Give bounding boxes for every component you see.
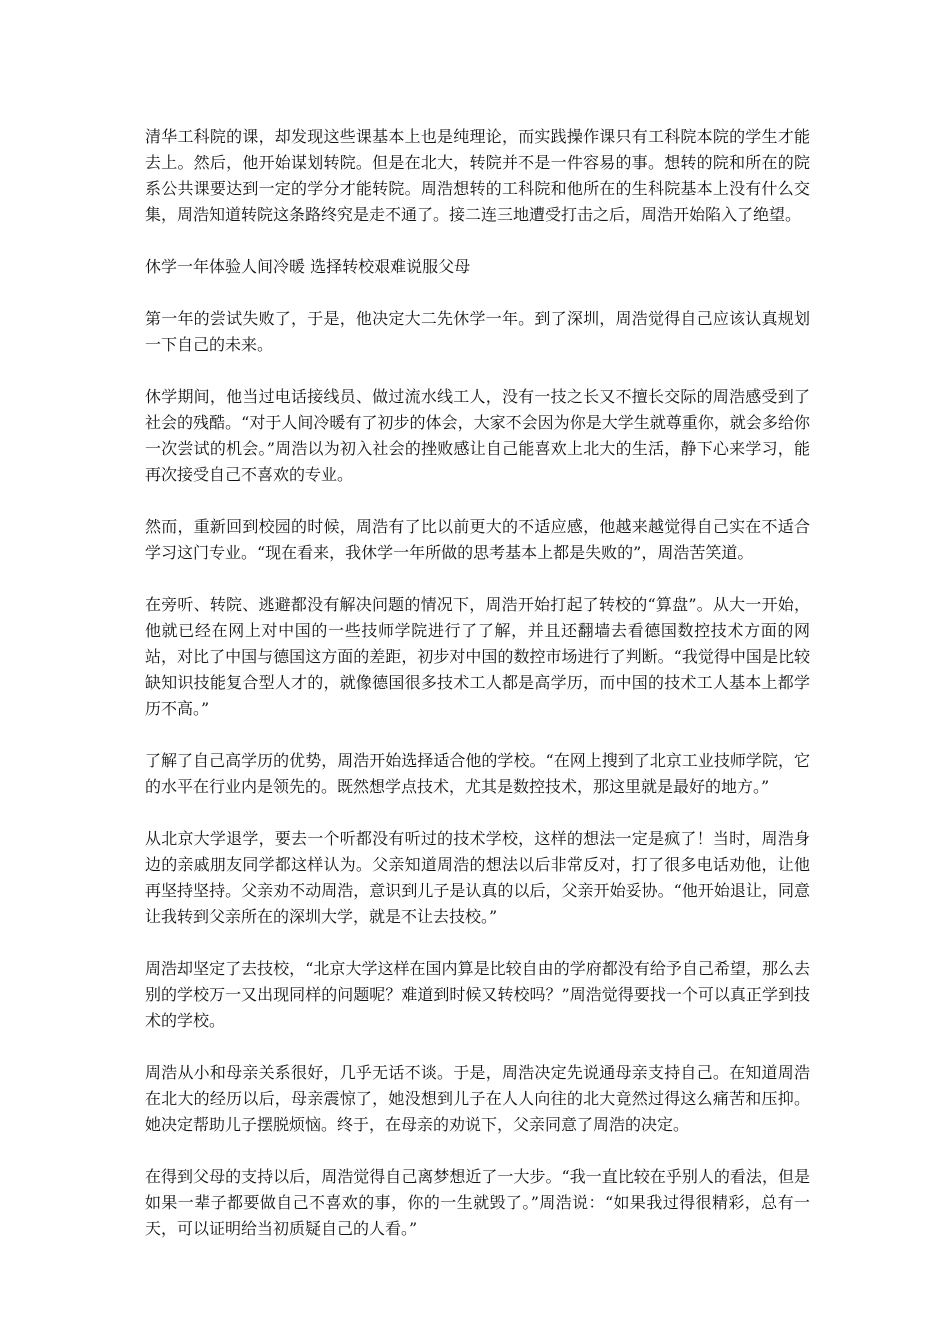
paragraph-family-opposition: 从北京大学退学，要去一个听都没有听过的技术学校，这样的想法一定是疯了！当时，周浩身边的亲戚朋友同学都这样认为。父亲知道周浩的想法以后非常反对，打了很多电话劝他，让他再坚持坚持。父亲劝不动周浩，意识到儿子是认真的以后，父亲开始妥协。“他开始退让，同意让我转到父亲所在的深圳大学，就是不让去技校。” (145, 829, 810, 926)
paragraph-transfer-plan: 在旁听、转院、逃避都没有解决问题的情况下，周浩开始打起了转校的“算盘”。从大一开始，他就已经在网上对中国的一些技师学院进行了了解，并且还翻墙去看德国数控技术方面的网站，对比了中国与德国这方面的差距，初步对中国的数控市场进行了判断。“我觉得中国是比较缺知识技能复合型人才的，就像德国很多技术工人都是高学历，而中国的技术工人基本上都学历不高。” (145, 595, 810, 718)
paragraph-gap-year-jobs: 休学期间，他当过电话接线员、做过流水线工人，没有一技之长又不擅长交际的周浩感受到了社会的残酷。“对于人间冷暖有了初步的体会，大家不会因为你是大学生就尊重你，就会多给你一次尝试的机会。”周浩以为初入社会的挫败感让自己能喜欢上北大的生活，静下心来学习，能再次接受自己不喜欢的专业。 (145, 387, 810, 484)
paragraph-determination: 周浩却坚定了去技校，“北京大学这样在国内算是比较自由的学府都没有给予自己希望，那么去别的学校万一又出现同样的问题呢？难道到时候又转校吗？”周浩觉得要找一个可以真正学到技术的学校。 (145, 959, 810, 1030)
paragraph-gap-year-decision: 第一年的尝试失败了，于是，他决定大二先休学一年。到了深圳，周浩觉得自己应该认真规划一下自己的未来。 (145, 309, 810, 354)
paragraph-transfer-attempt: 清华工科院的课，却发现这些课基本上也是纯理论，而实践操作课只有工科院本院的学生才能去上。然后，他开始谋划转院。但是在北大，转院并不是一件容易的事。想转的院和所在的院系公共课要达到一定的学分才能转院。周浩想转的工科院和他所在的生科院基本上没有什么交集，周浩知道转院这条路终究是走不通了。接二连三地遭受打击之后，周浩开始陷入了绝望。 (145, 127, 810, 224)
paragraph-school-choice: 了解了自己高学历的优势，周浩开始选择适合他的学校。“在网上搜到了北京工业技师学院，它的水平在行业内是领先的。既然想学点技术，尤其是数控技术，那这里就是最好的地方。” (145, 751, 810, 796)
section-heading: 休学一年体验人间冷暖 选择转校艰难说服父母 (145, 257, 471, 276)
document-page (145, 124, 810, 1268)
paragraph-mother-support: 周浩从小和母亲关系很好，几乎无话不谈。于是，周浩决定先说通母亲支持自己。在知道周浩在北大的经历以后，母亲震惊了，她没想到儿子在人人向往的北大竟然过得这么痛苦和压抑。她决定帮助儿子摆脱烦恼。终于，在母亲的劝说下，父亲同意了周浩的决定。 (145, 1063, 810, 1134)
paragraph-parents-support: 在得到父母的支持以后，周浩觉得自己离梦想近了一大步。“我一直比较在乎别人的看法，但是如果一辈子都要做自己不喜欢的事，你的一生就毁了。”周浩说：“如果我过得很精彩，总有一天，可以证明给当初质疑自己的人看。” (145, 1167, 810, 1238)
paragraph-return-to-campus: 然而，重新回到校园的时候，周浩有了比以前更大的不适应感，他越来越觉得自己实在不适合学习这门专业。“现在看来，我休学一年所做的思考基本上都是失败的”，周浩苦笑道。 (145, 517, 810, 562)
